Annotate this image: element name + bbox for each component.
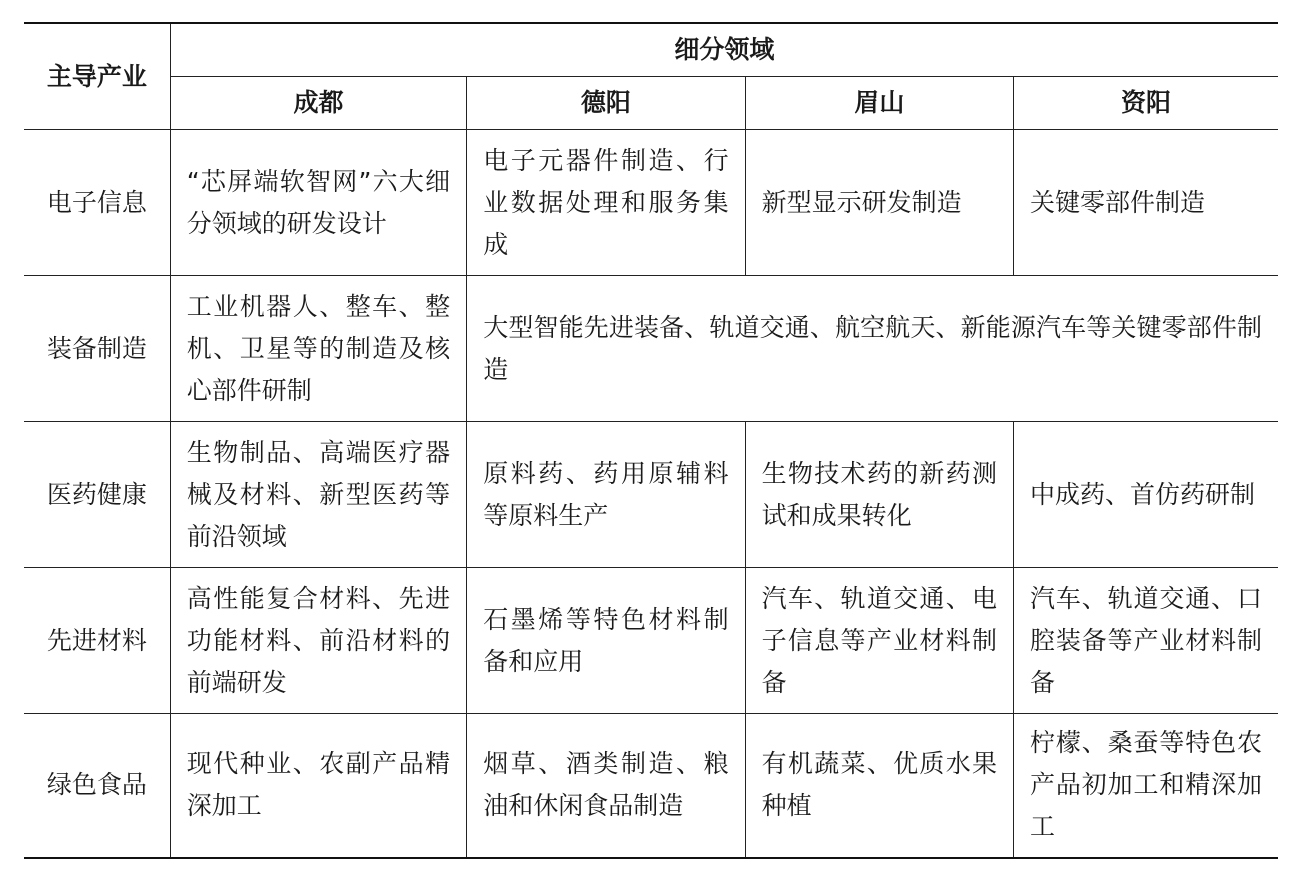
meishan-cell: 汽车、轨道交通、电子信息等产业材料制备 bbox=[745, 568, 1013, 714]
header-city-ziyang: 资阳 bbox=[1014, 77, 1278, 130]
ziyang-cell: 中成药、首仿药研制 bbox=[1014, 422, 1278, 568]
deyang-cell: 石墨烯等特色材料制备和应用 bbox=[467, 568, 745, 714]
ziyang-cell: 柠檬、桑蚕等特色农产品初加工和精深加工 bbox=[1014, 714, 1278, 858]
meishan-cell: 生物技术药的新药测试和成果转化 bbox=[745, 422, 1013, 568]
chengdu-cell: 现代种业、农副产品精深加工 bbox=[170, 714, 466, 858]
table-row bbox=[24, 714, 1278, 858]
industry-division-table bbox=[24, 22, 1278, 859]
table-row bbox=[24, 568, 1278, 714]
deyang-cell: 电子元器件制造、行业数据处理和服务集成 bbox=[467, 130, 745, 276]
industry-cell: 电子信息 bbox=[24, 130, 170, 276]
chengdu-cell: “芯屏端软智网”六大细分领域的研发设计 bbox=[170, 130, 466, 276]
header-city-deyang: 德阳 bbox=[467, 77, 745, 130]
industry-cell: 先进材料 bbox=[24, 568, 170, 714]
table-row bbox=[24, 422, 1278, 568]
chengdu-cell: 工业机器人、整车、整机、卫星等的制造及核心部件研制 bbox=[170, 276, 466, 422]
industry-cell: 装备制造 bbox=[24, 276, 170, 422]
table-row bbox=[24, 276, 1278, 422]
industry-cell: 医药健康 bbox=[24, 422, 170, 568]
chengdu-cell: 生物制品、高端医疗器械及材料、新型医药等前沿领域 bbox=[170, 422, 466, 568]
chengdu-cell: 高性能复合材料、先进功能材料、前沿材料的前端研发 bbox=[170, 568, 466, 714]
industry-cell: 绿色食品 bbox=[24, 714, 170, 858]
merged-cities-cell: 大型智能先进装备、轨道交通、航空航天、新能源汽车等关键零部件制造 bbox=[467, 276, 1278, 422]
header-city-chengdu: 成都 bbox=[170, 77, 466, 130]
header-sub-fields: 细分领域 bbox=[170, 23, 1278, 77]
header-city-meishan: 眉山 bbox=[745, 77, 1013, 130]
deyang-cell: 烟草、酒类制造、粮油和休闲食品制造 bbox=[467, 714, 745, 858]
meishan-cell: 有机蔬菜、优质水果种植 bbox=[745, 714, 1013, 858]
meishan-cell: 新型显示研发制造 bbox=[745, 130, 1013, 276]
header-lead-industry: 主导产业 bbox=[24, 23, 170, 130]
table-row bbox=[24, 130, 1278, 276]
ziyang-cell: 关键零部件制造 bbox=[1014, 130, 1278, 276]
ziyang-cell: 汽车、轨道交通、口腔装备等产业材料制备 bbox=[1014, 568, 1278, 714]
deyang-cell: 原料药、药用原辅料等原料生产 bbox=[467, 422, 745, 568]
